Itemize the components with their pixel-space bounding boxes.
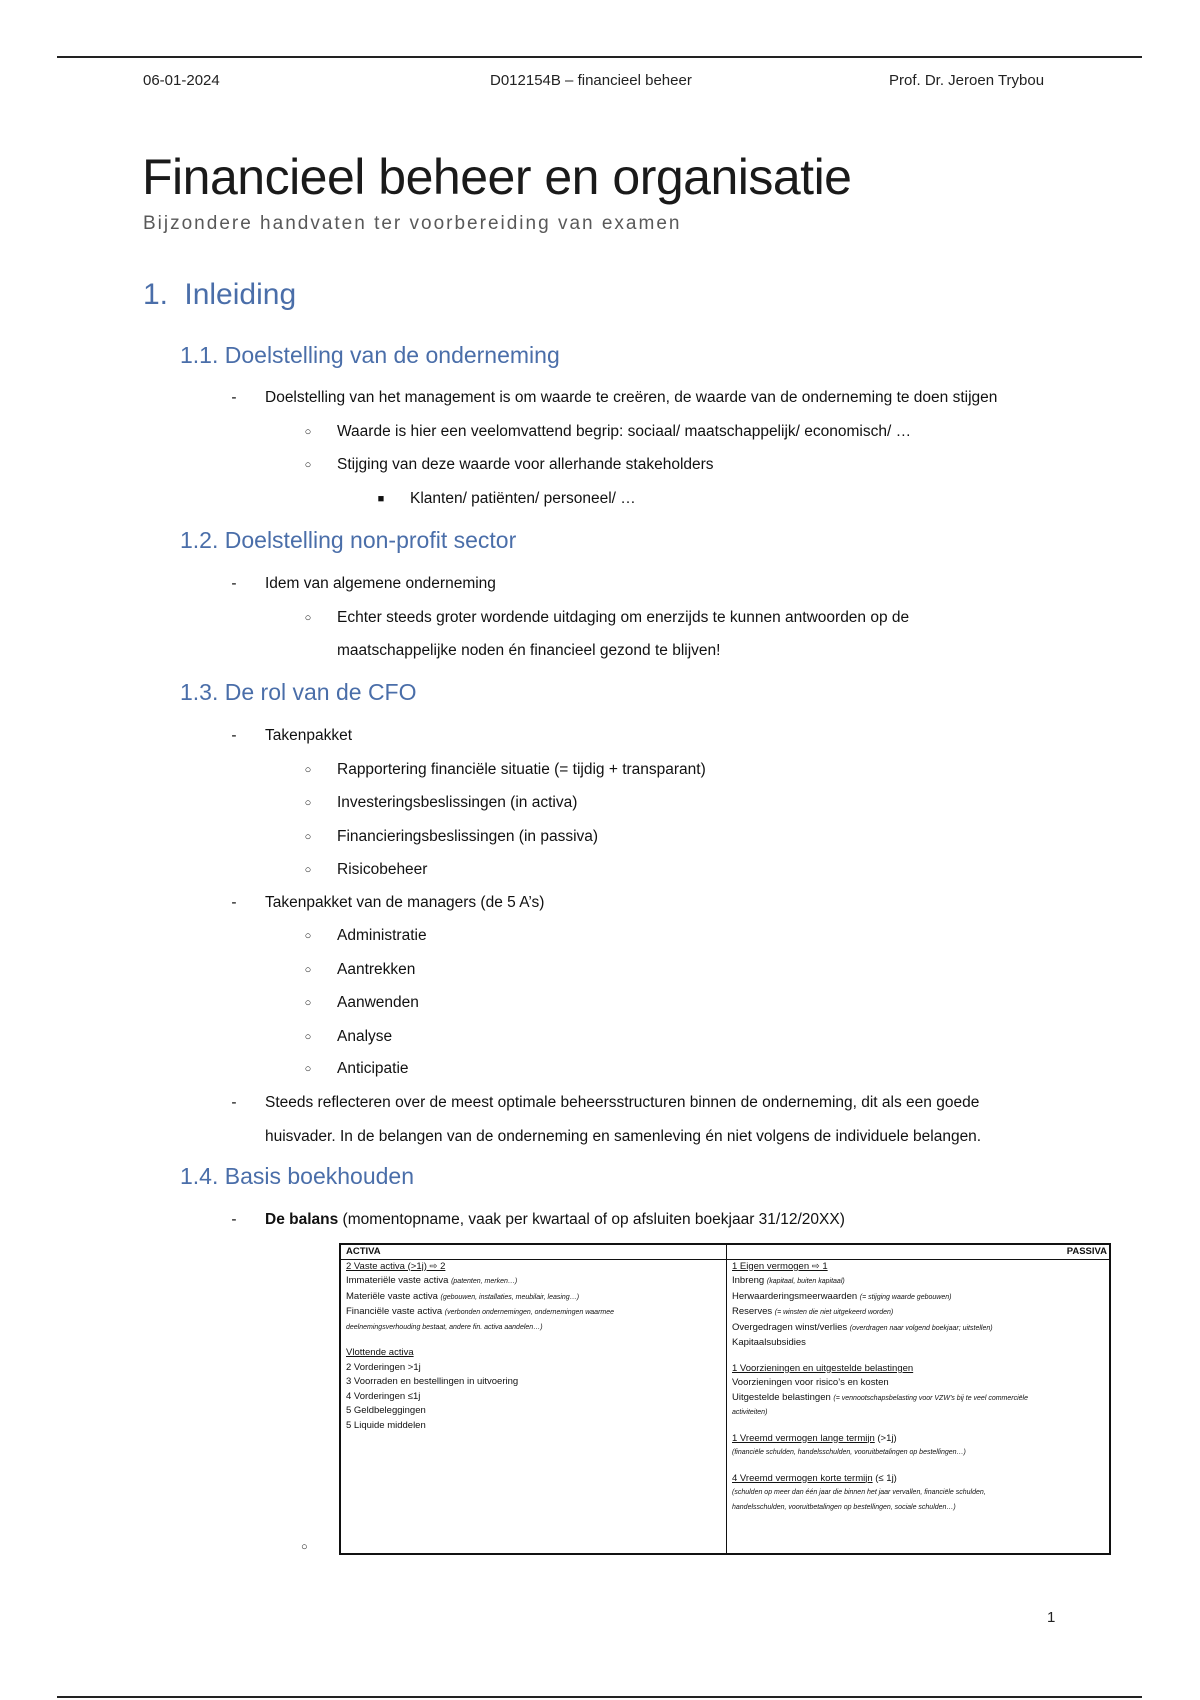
circle-bullet-icon: ○ bbox=[304, 1063, 312, 1075]
list-item bbox=[304, 993, 419, 1013]
list-item bbox=[304, 860, 428, 880]
activa-line-note: (gebouwen, installaties, meubilair, leasing…) bbox=[440, 1293, 580, 1301]
list-item-text: Aantrekken bbox=[337, 961, 416, 978]
list-item bbox=[304, 455, 714, 475]
dash-bullet: - bbox=[231, 1094, 237, 1111]
list-item-text: Klanten/ patiënten/ personeel/ … bbox=[410, 490, 636, 507]
column-divider bbox=[726, 1245, 727, 1553]
passiva-column bbox=[732, 1245, 1107, 1515]
activa-line: 3 Voorraden en bestellingen in uitvoering bbox=[346, 1376, 519, 1387]
vreemd-kort-label: 4 Vreemd vermogen korte termijn bbox=[732, 1472, 873, 1484]
passiva-line bbox=[732, 1391, 1107, 1407]
subsection-heading-1-2: 1.2. Doelstelling non-profit sector bbox=[180, 527, 517, 553]
list-item bbox=[304, 926, 427, 946]
list-item-continuation: maatschappelijke noden én financieel gezond te blijven! bbox=[337, 642, 721, 659]
activa-line-label: Immateriële vaste activa bbox=[346, 1275, 449, 1286]
passiva-line-note: (kapitaal, buiten kapitaal) bbox=[766, 1278, 845, 1285]
vreemd-kort-title bbox=[732, 1472, 1107, 1487]
square-bullet-icon: ■ bbox=[377, 493, 385, 505]
circle-bullet-icon: ○ bbox=[304, 831, 312, 843]
list-item bbox=[304, 608, 910, 628]
list-item-text: Aanwenden bbox=[337, 994, 419, 1011]
circle-bullet-icon: ○ bbox=[304, 612, 312, 624]
header-date: 06-01-2024 bbox=[143, 72, 220, 89]
activa-line bbox=[346, 1305, 721, 1321]
activa-line-note: deelnemingsverhouding bestaat, andere fin. activa aandelen…) bbox=[346, 1323, 543, 1331]
list-item-text: Risicobeheer bbox=[337, 861, 428, 878]
subsection-heading-1-1: 1.1. Doelstelling van de onderneming bbox=[180, 342, 560, 368]
activa-line: 2 Vorderingen >1j bbox=[346, 1361, 421, 1373]
passiva-line bbox=[732, 1305, 1107, 1321]
vlottende-activa-title: Vlottende activa bbox=[346, 1347, 414, 1358]
circle-bullet-icon: ○ bbox=[304, 964, 312, 976]
activa-header: ACTIVA bbox=[346, 1246, 381, 1257]
subsection-heading-1-4: 1.4. Basis boekhouden bbox=[180, 1163, 415, 1189]
passiva-line bbox=[732, 1290, 1107, 1306]
header-rule bbox=[57, 56, 1142, 58]
eigen-vermogen-label: 1 Eigen vermogen ⇨ 1 bbox=[732, 1260, 828, 1272]
circle-bullet-icon: ○ bbox=[304, 797, 312, 809]
passiva-line-label: Reserves bbox=[732, 1306, 773, 1317]
passiva-line-note: (= winsten die niet uitgekeerd worden) bbox=[774, 1309, 894, 1316]
eigen-vermogen-title bbox=[732, 1260, 1107, 1275]
header-course: D012154B – financieel beheer bbox=[490, 72, 692, 89]
subsection-heading-1-3: 1.3. De rol van de CFO bbox=[180, 679, 417, 705]
activa-line-note: (verbonden ondernemingen, ondernemingen waarmee bbox=[444, 1309, 615, 1316]
dash-bullet: - bbox=[231, 389, 237, 406]
circle-bullet-icon: ○ bbox=[304, 864, 312, 876]
list-item bbox=[231, 1210, 845, 1230]
voorzieningen-title: 1 Voorzieningen en uitgestelde belastingen bbox=[732, 1362, 914, 1374]
list-item-text: Anticipatie bbox=[337, 1060, 409, 1077]
list-item-text: (momentopname, vaak per kwartaal of op afsluiten boekjaar 31/12/20XX) bbox=[338, 1211, 845, 1228]
vreemd-lang-suffix: (>1j) bbox=[874, 1432, 897, 1444]
list-item-text: Administratie bbox=[337, 927, 427, 944]
list-item bbox=[231, 726, 353, 746]
list-item-text: Idem van algemene onderneming bbox=[265, 575, 496, 592]
list-item-text: Steeds reflecteren over de meest optimale beheersstructuren binnen de onderneming, dit als een goede bbox=[265, 1094, 980, 1111]
passiva-line-label: Inbreng bbox=[732, 1275, 765, 1286]
footer-rule bbox=[57, 1696, 1142, 1698]
dash-bullet: - bbox=[231, 727, 237, 744]
passiva-line-label: Herwaarderingsmeerwaarden bbox=[732, 1290, 858, 1302]
passiva-line-note: (overdragen naar volgend boekjaar; uitstellen) bbox=[849, 1324, 993, 1332]
dash-bullet: - bbox=[231, 1211, 237, 1228]
list-item-text: Financieringsbeslissingen (in passiva) bbox=[337, 828, 599, 845]
activa-line-label: Financiële vaste activa bbox=[346, 1306, 443, 1317]
list-item-continuation: huisvader. In de belangen van de onderneming en samenleving én niet volgens de individuele belangen. bbox=[265, 1128, 982, 1145]
list-item-text: Echter steeds groter wordende uitdaging om enerzijds te kunnen antwoorden op de bbox=[337, 609, 910, 626]
vaste-activa-title bbox=[346, 1260, 721, 1275]
list-item bbox=[304, 793, 578, 813]
list-item bbox=[231, 574, 496, 594]
passiva-line-label: Uitgestelde belastingen bbox=[732, 1391, 831, 1403]
passiva-line bbox=[732, 1321, 1107, 1337]
activa-line: 5 Geldbeleggingen bbox=[346, 1405, 426, 1416]
list-item bbox=[231, 893, 545, 913]
list-item-text: Takenpakket van de managers (de 5 A’s) bbox=[265, 894, 545, 911]
list-item-text: Doelstelling van het management is om waarde te creëren, de waarde van de onderneming te doen stijgen bbox=[265, 389, 998, 406]
section-title: Inleiding bbox=[184, 278, 297, 311]
circle-bullet-icon: ○ bbox=[304, 1031, 312, 1043]
list-item bbox=[231, 1093, 980, 1113]
list-item-text: Waarde is hier een veelomvattend begrip: sociaal/ maatschappelijk/ economisch/ … bbox=[337, 423, 912, 440]
header-professor: Prof. Dr. Jeroen Trybou bbox=[889, 72, 1045, 89]
list-item-text: Takenpakket bbox=[265, 727, 353, 744]
list-item bbox=[304, 760, 706, 780]
activa-line: 5 Liquide middelen bbox=[346, 1419, 426, 1431]
passiva-line: Voorzieningen voor risico’s en kosten bbox=[732, 1377, 889, 1388]
list-item bbox=[377, 489, 636, 509]
list-item bbox=[304, 960, 416, 980]
circle-bullet-icon: ○ bbox=[301, 1541, 308, 1553]
passiva-line-note: (= stijging waarde gebouwen) bbox=[859, 1293, 952, 1301]
passiva-line-note: (schulden op meer dan één jaar die binnen het jaar vervallen, financiële schulden, bbox=[732, 1489, 986, 1496]
vreemd-lang-label: 1 Vreemd vermogen lange termijn bbox=[732, 1432, 875, 1444]
passiva-line-note: (financiële schulden, handelsschulden, vooruitbetalingen op bestellingen…) bbox=[732, 1449, 966, 1456]
passiva-line-note: activiteiten) bbox=[732, 1409, 768, 1416]
vreemd-lang-title bbox=[732, 1432, 1107, 1447]
circle-bullet-icon: ○ bbox=[304, 764, 312, 776]
list-item bbox=[304, 422, 912, 442]
list-item bbox=[304, 827, 599, 847]
passiva-line bbox=[732, 1274, 1107, 1290]
list-item-bold-text: De balans bbox=[265, 1211, 339, 1228]
balans-table bbox=[339, 1243, 1111, 1555]
page-number: 1 bbox=[1047, 1609, 1056, 1626]
list-item bbox=[304, 1059, 409, 1079]
activa-line: 4 Vorderingen ≤1j bbox=[346, 1390, 421, 1402]
list-item bbox=[304, 1027, 393, 1047]
document-subtitle: Bijzondere handvaten ter voorbereiding van examen bbox=[143, 213, 682, 234]
activa-line-label: Materiële vaste activa bbox=[346, 1290, 438, 1302]
activa-line bbox=[346, 1274, 721, 1290]
passiva-line-label: Overgedragen winst/verlies bbox=[732, 1321, 848, 1333]
vreemd-kort-suffix: (≤ 1j) bbox=[872, 1472, 897, 1484]
dash-bullet: - bbox=[231, 575, 237, 592]
activa-column bbox=[346, 1245, 721, 1433]
dash-bullet: - bbox=[231, 894, 237, 911]
circle-bullet-icon: ○ bbox=[304, 997, 312, 1009]
passiva-header: PASSIVA bbox=[1066, 1246, 1107, 1257]
document-title: Financieel beheer en organisatie bbox=[142, 149, 852, 205]
passiva-line-note: (= vennootschapsbelasting voor VZW’s bij te veel commerciële bbox=[833, 1394, 1029, 1402]
section-heading-inleiding bbox=[143, 278, 296, 312]
vaste-activa-label: 2 Vaste activa (>1j) ⇨ 2 bbox=[346, 1260, 446, 1272]
activa-line-note: (patenten, merken…) bbox=[451, 1278, 518, 1285]
circle-bullet-icon: ○ bbox=[304, 459, 312, 471]
list-item-text: Rapportering financiële situatie (= tijdig + transparant) bbox=[337, 761, 706, 778]
list-item-text: Stijging van deze waarde voor allerhande stakeholders bbox=[337, 456, 714, 473]
circle-bullet-icon: ○ bbox=[304, 426, 312, 438]
list-item-text: Investeringsbeslissingen (in activa) bbox=[337, 794, 578, 811]
list-item bbox=[231, 388, 998, 408]
passiva-line: Kapitaalsubsidies bbox=[732, 1337, 806, 1348]
section-number: 1. bbox=[143, 278, 169, 311]
circle-bullet-icon: ○ bbox=[304, 930, 312, 942]
list-item-text: Analyse bbox=[337, 1028, 393, 1045]
activa-line bbox=[346, 1290, 721, 1306]
passiva-line-note: handelsschulden, vooruitbetalingen op bestellingen, sociale schulden…) bbox=[732, 1503, 956, 1511]
